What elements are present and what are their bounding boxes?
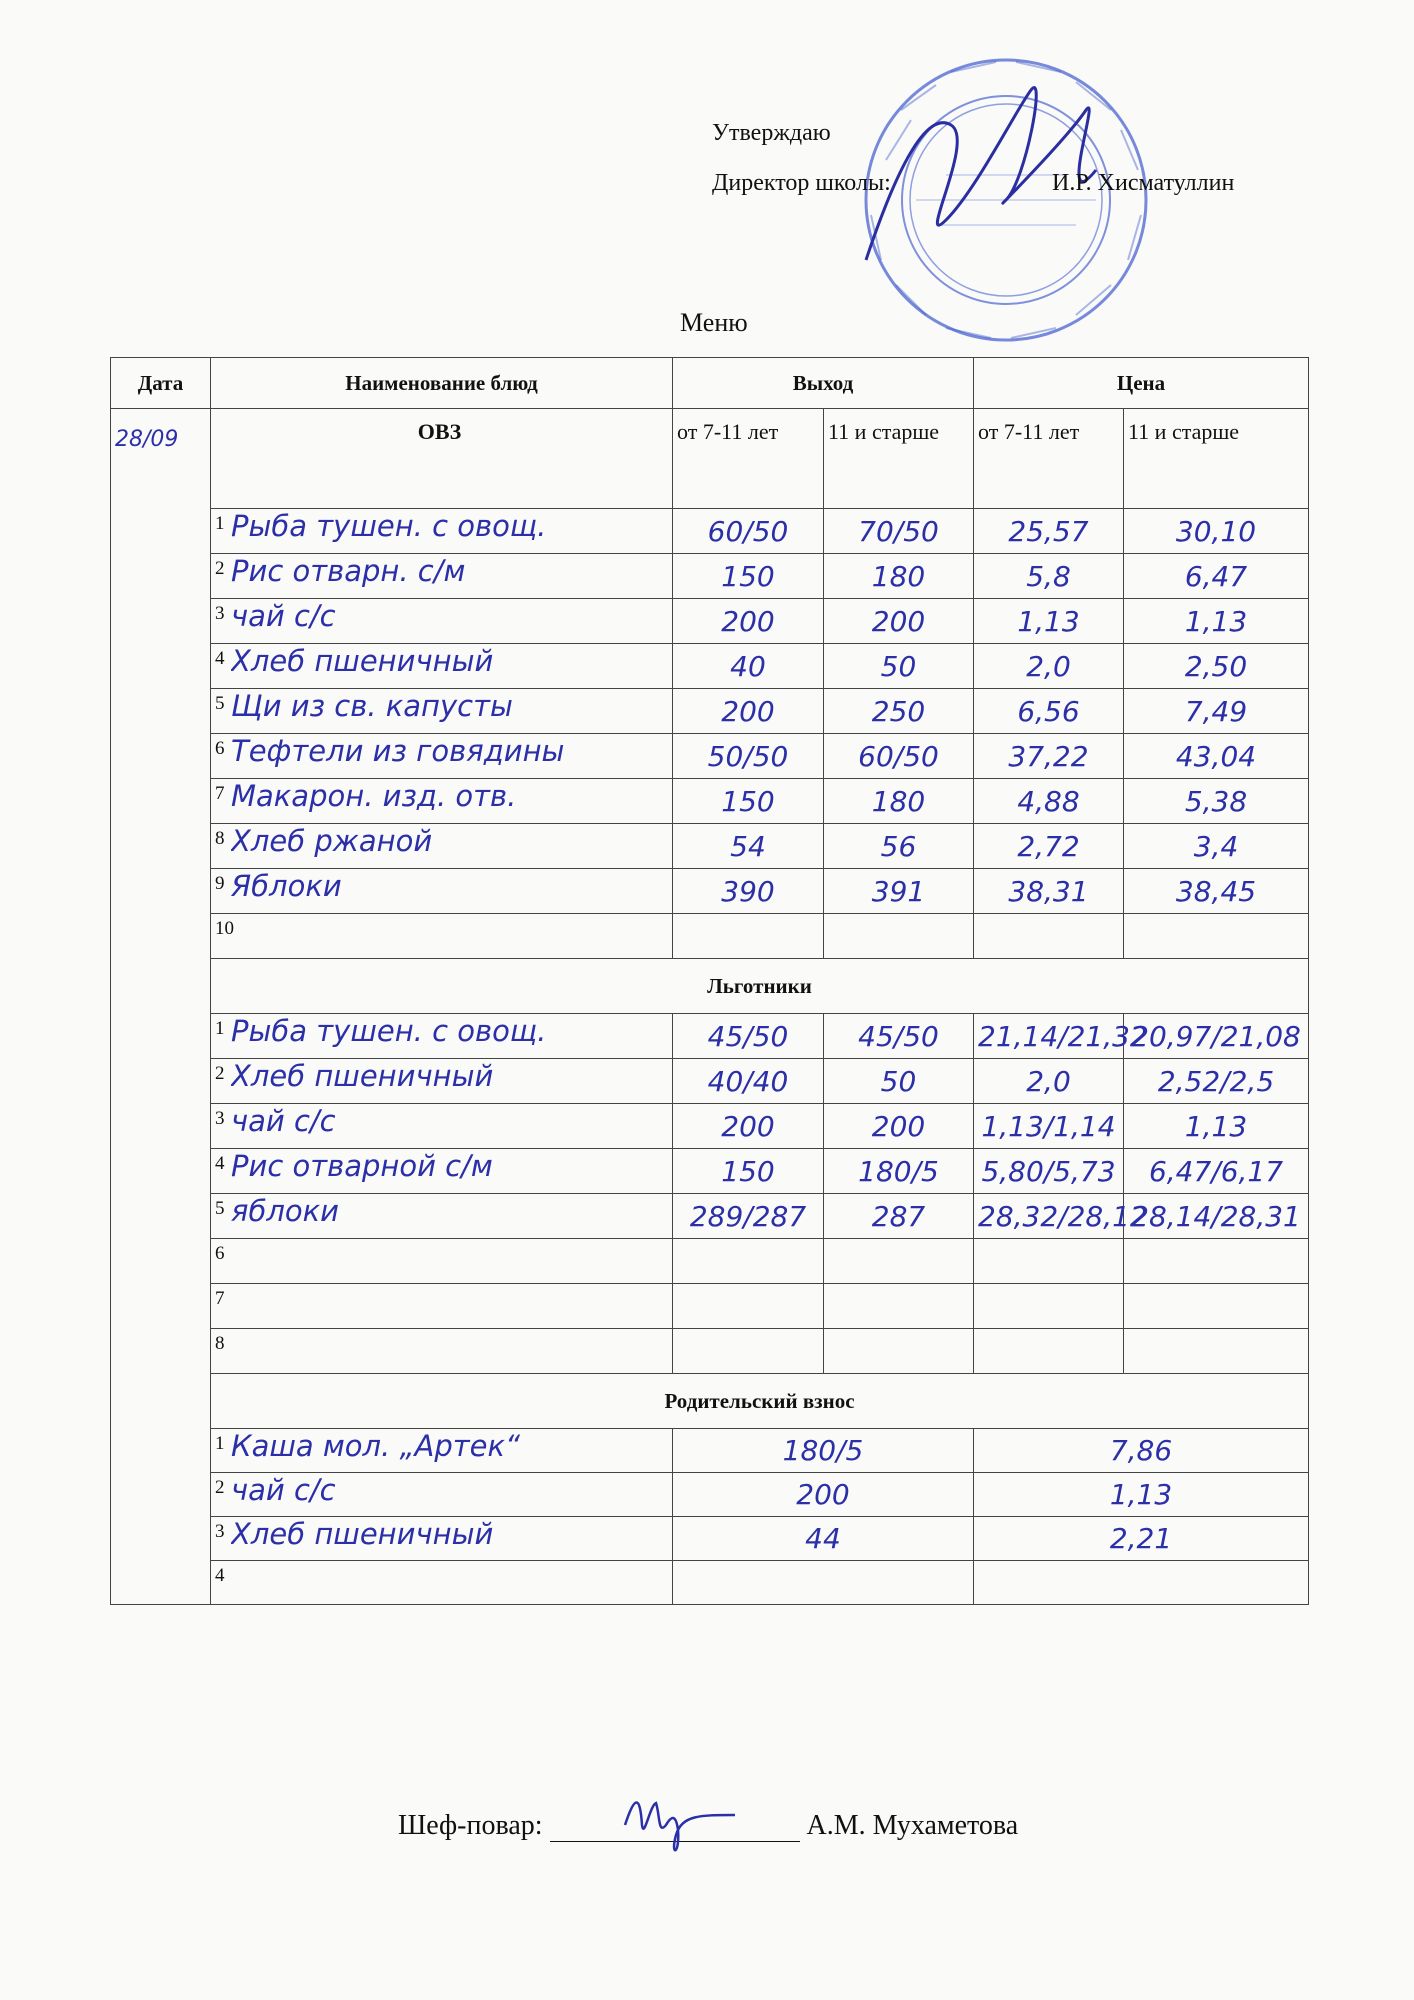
dish-name: Щи из св. капусты (231, 689, 513, 723)
output-age2: 50 (824, 644, 974, 689)
table-row (111, 1149, 1309, 1194)
row-number: 1 (215, 1018, 225, 1039)
output-age2: 180 (824, 554, 974, 599)
price-age2: 1,13 (1124, 1104, 1309, 1149)
price-age2: 28,14/28,31 (1124, 1194, 1309, 1239)
output-age2: 50 (824, 1059, 974, 1104)
output-value: 200 (673, 1473, 974, 1517)
output-age2 (824, 914, 974, 959)
director-label: Директор школы: (712, 170, 891, 196)
approval-heading: Утверждаю (712, 120, 831, 146)
dish-name: Хлеб ржаной (231, 824, 433, 858)
row-number: 2 (215, 1063, 225, 1084)
row-number: 6 (215, 1243, 225, 1264)
price-age1: 1,13/1,14 (974, 1104, 1124, 1149)
row-number: 1 (215, 513, 225, 534)
row-number: 4 (215, 1565, 225, 1586)
output-age1: 200 (673, 689, 824, 734)
price-age1 (974, 1284, 1124, 1329)
dish-name: Макарон. изд. отв. (231, 779, 517, 813)
output-age1: 150 (673, 1149, 824, 1194)
dish-name: Рыба тушен. с овощ. (231, 509, 547, 543)
row-number: 3 (215, 1521, 225, 1542)
price-age1: 25,57 (974, 509, 1124, 554)
dish-name: Рис отварной с/м (231, 1149, 493, 1183)
table-row (111, 1104, 1309, 1149)
row-number: 4 (215, 1153, 225, 1174)
row-number: 2 (215, 1477, 225, 1498)
row-number: 4 (215, 648, 225, 669)
age-header-2: 11 и старше (824, 409, 974, 509)
table-row (111, 1473, 1309, 1517)
price-value: 7,86 (974, 1429, 1309, 1473)
output-age2: 70/50 (824, 509, 974, 554)
dish-name: Яблоки (231, 869, 342, 903)
price-age1: 21,14/21,32 (974, 1014, 1124, 1059)
section-title-ovz: ОВЗ (211, 409, 673, 509)
output-age2: 200 (824, 1104, 974, 1149)
age-header-1: от 7-11 лет (673, 409, 824, 509)
dish-name: Хлеб пшеничный (231, 644, 494, 678)
row-number: 10 (215, 918, 234, 939)
output-age1 (673, 1329, 824, 1374)
price-age2: 5,38 (1124, 779, 1309, 824)
price-age1: 4,88 (974, 779, 1124, 824)
price-age2: 3,4 (1124, 824, 1309, 869)
chef-name: А.М. Мухаметова (806, 1810, 1019, 1841)
price-age1: 2,0 (974, 644, 1124, 689)
price-age1: 2,72 (974, 824, 1124, 869)
output-age2 (824, 1329, 974, 1374)
age-header-3: от 7-11 лет (974, 409, 1124, 509)
output-age2: 250 (824, 689, 974, 734)
output-age2: 391 (824, 869, 974, 914)
dish-name: Хлеб пшеничный (231, 1517, 494, 1551)
price-age1 (974, 1329, 1124, 1374)
menu-table (110, 357, 1309, 1605)
dish-name: чай с/с (231, 1473, 336, 1507)
row-number: 2 (215, 558, 225, 579)
price-age2: 38,45 (1124, 869, 1309, 914)
row-number: 3 (215, 603, 225, 624)
dish-name: Хлеб пшеничный (231, 1059, 494, 1093)
price-age2: 20,97/21,08 (1124, 1014, 1309, 1059)
price-age2: 1,13 (1124, 599, 1309, 644)
price-age2: 43,04 (1124, 734, 1309, 779)
price-age2: 2,50 (1124, 644, 1309, 689)
price-age1: 38,31 (974, 869, 1124, 914)
table-row (111, 1014, 1309, 1059)
price-age2 (1124, 1239, 1309, 1284)
table-row (111, 1059, 1309, 1104)
row-number: 6 (215, 738, 225, 759)
chef-line (398, 1810, 1018, 1842)
row-number: 7 (215, 1288, 225, 1309)
price-age2: 6,47/6,17 (1124, 1149, 1309, 1194)
price-age1: 28,32/28,12 (974, 1194, 1124, 1239)
price-age2 (1124, 1284, 1309, 1329)
output-age1: 390 (673, 869, 824, 914)
price-age1: 5,8 (974, 554, 1124, 599)
signature-blank (550, 1811, 800, 1842)
output-age1: 150 (673, 779, 824, 824)
output-age1: 289/287 (673, 1194, 824, 1239)
table-row (111, 869, 1309, 914)
dish-name: чай с/с (231, 1104, 336, 1138)
price-age2 (1124, 914, 1309, 959)
age-header-4: 11 и старше (1124, 409, 1309, 509)
price-age2: 30,10 (1124, 509, 1309, 554)
output-value (673, 1561, 974, 1605)
header-price: Цена (974, 358, 1309, 409)
output-age2: 56 (824, 824, 974, 869)
output-age2: 200 (824, 599, 974, 644)
price-age1: 5,80/5,73 (974, 1149, 1124, 1194)
director-name: И.Р. Хисматуллин (1052, 170, 1235, 196)
price-age1 (974, 1239, 1124, 1284)
row-number: 8 (215, 828, 225, 849)
price-age1: 2,0 (974, 1059, 1124, 1104)
output-age2: 180 (824, 779, 974, 824)
output-age2: 180/5 (824, 1149, 974, 1194)
price-age2: 7,49 (1124, 689, 1309, 734)
table-row (111, 824, 1309, 869)
approval-block (712, 108, 1235, 208)
dish-name: Тефтели из говядины (231, 734, 565, 768)
row-number: 3 (215, 1108, 225, 1129)
dish-name: Рис отварн. с/м (231, 554, 466, 588)
dish-name: яблоки (231, 1194, 339, 1228)
dish-name: Каша мол. „Артек“ (231, 1429, 521, 1463)
output-age1 (673, 1284, 824, 1329)
output-value: 44 (673, 1517, 974, 1561)
row-number: 1 (215, 1433, 225, 1454)
price-value: 1,13 (974, 1473, 1309, 1517)
price-age2 (1124, 1329, 1309, 1374)
output-age2: 60/50 (824, 734, 974, 779)
table-row (111, 1329, 1309, 1374)
price-age1: 6,56 (974, 689, 1124, 734)
row-number: 5 (215, 1198, 225, 1219)
price-value (974, 1561, 1309, 1605)
table-row (111, 1239, 1309, 1284)
dish-name: Рыба тушен. с овощ. (231, 1014, 547, 1048)
output-age2: 287 (824, 1194, 974, 1239)
chef-label: Шеф-повар: (398, 1810, 543, 1841)
table-row (111, 509, 1309, 554)
row-number: 8 (215, 1333, 225, 1354)
table-row (111, 1284, 1309, 1329)
output-age1 (673, 914, 824, 959)
table-row (111, 644, 1309, 689)
output-age1 (673, 1239, 824, 1284)
header-output: Выход (673, 358, 974, 409)
table-row (111, 1194, 1309, 1239)
date-cell: 28/09 (111, 409, 211, 1605)
output-value: 180/5 (673, 1429, 974, 1473)
price-age2: 2,52/2,5 (1124, 1059, 1309, 1104)
output-age1: 45/50 (673, 1014, 824, 1059)
chef-signature (620, 1785, 740, 1855)
table-row (111, 1429, 1309, 1473)
row-number: 7 (215, 783, 225, 804)
table-row (111, 689, 1309, 734)
output-age2: 45/50 (824, 1014, 974, 1059)
section-title-parent-fee: Родительский взнос (211, 1374, 1309, 1429)
output-age1: 54 (673, 824, 824, 869)
price-age2: 6,47 (1124, 554, 1309, 599)
table-row (111, 734, 1309, 779)
page-title: Меню (680, 308, 748, 337)
table-row (111, 1561, 1309, 1605)
price-age1 (974, 914, 1124, 959)
output-age1: 50/50 (673, 734, 824, 779)
table-row (111, 914, 1309, 959)
price-value: 2,21 (974, 1517, 1309, 1561)
row-number: 9 (215, 873, 225, 894)
price-age1: 1,13 (974, 599, 1124, 644)
output-age2 (824, 1239, 974, 1284)
row-number: 5 (215, 693, 225, 714)
header-date: Дата (111, 358, 211, 409)
output-age1: 60/50 (673, 509, 824, 554)
header-dish: Наименование блюд (211, 358, 673, 409)
table-row (111, 779, 1309, 824)
output-age2 (824, 1284, 974, 1329)
output-age1: 200 (673, 599, 824, 644)
output-age1: 150 (673, 554, 824, 599)
output-age1: 200 (673, 1104, 824, 1149)
table-row (111, 599, 1309, 644)
output-age1: 40/40 (673, 1059, 824, 1104)
output-age1: 40 (673, 644, 824, 689)
table-row (111, 1517, 1309, 1561)
dish-name: чай с/с (231, 599, 336, 633)
table-row (111, 554, 1309, 599)
price-age1: 37,22 (974, 734, 1124, 779)
section-title-lgotniki: Льготники (211, 959, 1309, 1014)
